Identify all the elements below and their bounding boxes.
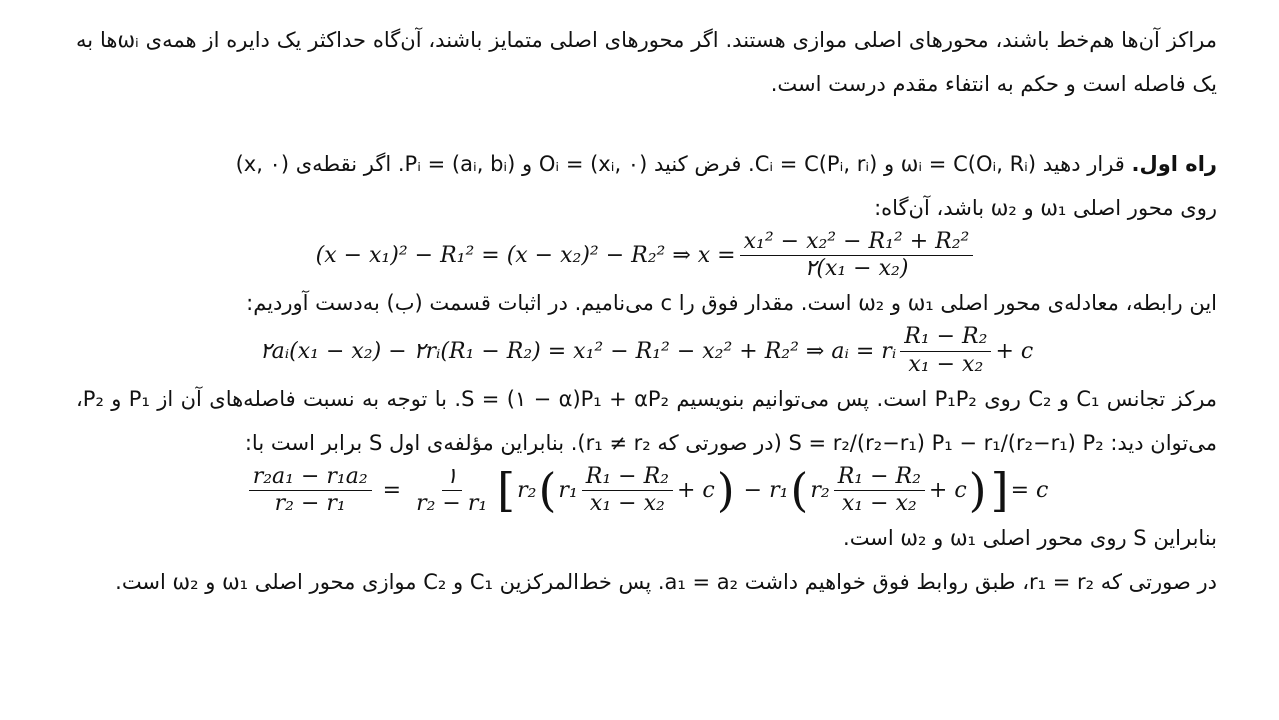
paragraph-intro: مراکز آن‌ها هم‌خط باشند، محورهای اصلی موازی هستند. اگر محورهای اصلی متمایز باشند، آن‌گاه حداکثر یک دایره از همه‌ی ωᵢها به یک فاصله است و حکم به انتفاء مقدم درست است. [76, 28, 1217, 96]
right-paren: ) [968, 463, 987, 518]
proof-line-1: قرار دهید ωᵢ = C(Oᵢ, Rᵢ) و Cᵢ = C(Pᵢ, rᵢ). فرض کنید Oᵢ = (xᵢ, ۰) و Pᵢ = (aᵢ, bᵢ). اگر نقطه‌ی (x, ۰) [235, 152, 1125, 176]
equation-fraction [740, 230, 974, 281]
paragraph-homothety: مرکز تجانس C₁ و C₂ روی P₁P₂ است. پس می‌توانیم بنویسیم S = (۱ − α)P₁ + αP₂. با توجه به نسبت فاصله‌های آن از P₁ و P₂، می‌توان دید: S = r₂/(r₂−r₁) P₁ − r₁/(r₂−r₁) P₂ (در صورتی که r₁ ≠ r₂). بنابراین مؤلفه‌ی اول S برابر است با: [76, 386, 1218, 455]
plus-c: + c [928, 477, 967, 503]
fraction-numerator: R₁ − R₂ [582, 465, 673, 491]
fraction-numerator: r₂a₁ − r₁a₂ [249, 465, 372, 491]
equation-fraction [582, 465, 673, 516]
term-r2: r₂ [810, 477, 830, 503]
fraction-numerator: R₁ − R₂ [900, 325, 991, 351]
fraction-numerator: x₁² − x₂² − R₁² + R₂² [740, 230, 974, 256]
equation-fraction [412, 465, 491, 516]
fraction-denominator: x₁ − x₂ [589, 490, 665, 516]
equation-radical-axis [76, 230, 1217, 281]
equation-lhs: ۲aᵢ(x₁ − x₂) − ۲rᵢ(R₁ − R₂) = x₁² − R₁² − x₂² + R₂² ⇒ aᵢ = rᵢ [259, 338, 897, 364]
equation-s-coordinate [76, 465, 1217, 516]
paragraph-equal-radii: در صورتی که r₁ = r₂، طبق روابط فوق خواهیم داشت a₁ = a₂. پس خط‌المرکزین C₁ و C₂ موازی محور اصلی ω₁ و ω₂ است. [115, 570, 1217, 595]
proof-paragraph [76, 142, 1217, 230]
equals-sign: = [375, 477, 409, 503]
fraction-denominator: ۲(x₁ − x₂) [804, 256, 909, 282]
equation-fraction [900, 325, 991, 376]
minus-r1: − r₁ [736, 477, 789, 503]
term-r1: r₁ [558, 477, 578, 503]
paragraph-equation-of-axis: این رابطه، معادله‌ی محور اصلی ω₁ و ω₂ است. مقدار فوق را c می‌نامیم. در اثبات قسمت (ب) به‌دست آوردیم: [246, 291, 1217, 316]
fraction-denominator: x₁ − x₂ [841, 490, 917, 516]
equation-fraction [834, 465, 925, 516]
left-bracket: [ [497, 463, 516, 518]
spacer [76, 106, 1217, 142]
right-bracket: ] [990, 463, 1009, 518]
equation-fraction [249, 465, 372, 516]
equation-result: = c [1010, 477, 1049, 503]
fraction-numerator: ۱ [442, 465, 462, 491]
equation-ai [76, 325, 1217, 376]
proof-line-2: روی محور اصلی ω₁ و ω₂ باشد، آن‌گاه: [874, 196, 1217, 220]
fraction-denominator: r₂ − r₁ [416, 490, 488, 516]
right-paren: ) [716, 463, 735, 518]
plus-c: + c [676, 477, 715, 503]
fraction-denominator: x₁ − x₂ [908, 351, 984, 377]
fraction-denominator: r₂ − r₁ [274, 490, 346, 516]
equation-lhs: (x − x₁)² − R₁² = (x − x₂)² − R₂² ⇒ x = [315, 243, 736, 269]
equation-tail: + c [995, 338, 1034, 364]
fraction-numerator: R₁ − R₂ [834, 465, 925, 491]
paragraph-conclusion: بنابراین S روی محور اصلی ω₁ و ω₂ است. [843, 526, 1217, 551]
term-r2: r₂ [517, 477, 537, 503]
left-paren: ( [790, 463, 809, 518]
proof-label: راه اول. [1131, 152, 1217, 176]
left-paren: ( [538, 463, 557, 518]
